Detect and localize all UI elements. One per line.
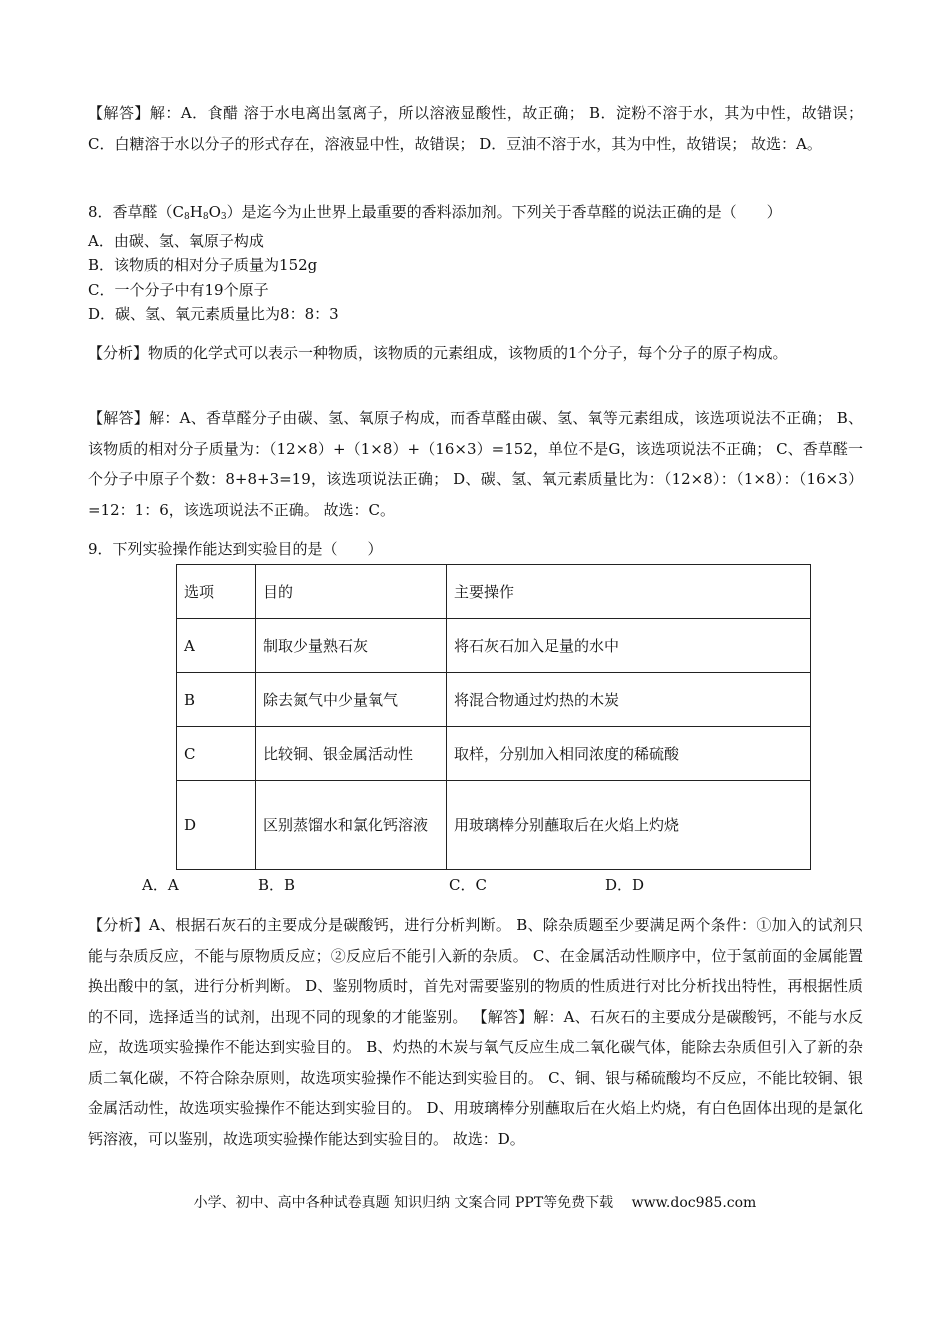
q8-stem-part: O: [208, 203, 221, 221]
table-row: [177, 727, 811, 781]
table-row: [177, 781, 811, 870]
table-cell: 比较铜、银金属活动性: [256, 727, 447, 781]
q8-stem-part: 8．香草醛（C: [88, 203, 185, 221]
table-cell: 将混合物通过灼热的木炭: [447, 673, 811, 727]
operations-table: [176, 564, 811, 870]
q8-option-d: D．碳、氢、氧元素质量比为8：8：3: [88, 305, 339, 323]
q9-stem: 9．下列实验操作能达到实验目的是（ ）: [88, 540, 383, 558]
table-header-cell: 选项: [177, 565, 256, 619]
page-footer: 小学、初中、高中各种试卷真题 知识归纳 文案合同 PPT等免费下载 www.doc985.com: [193, 1195, 757, 1211]
q8-option-b: B．该物质的相对分子质量为152g: [88, 256, 318, 274]
table-cell: D: [177, 781, 256, 870]
table-cell: 区别蒸馏水和氯化钙溶液: [256, 781, 447, 870]
table-cell: A: [177, 619, 256, 673]
q8-stem-part: ）是迄今为止世界上最重要的香料添加剂。下列关于香草醛的说法正确的是（ ）: [226, 203, 782, 221]
q8-analysis: 【分析】物质的化学式可以表示一种物质，该物质的元素组成，该物质的1个分子，每个分子的原子构成。: [88, 344, 788, 362]
table-row: [177, 619, 811, 673]
table-cell: 将石灰石加入足量的水中: [447, 619, 811, 673]
q9-analysis: 【分析】A、根据石灰石的主要成分是碳酸钙，进行分析判断。 B、除杂质题至少要满足两个条件：①加入的试剂只能与杂质反应，不能与原物质反应；②反应后不能引入新的杂质。 C、在金属活动性顺序中，位于氢前面的金属能置换出酸中的氢，进行分析判断。 D、鉴别物质时，首先对需要鉴别的物质的性质进行对比分析找出特性，再根据性质的不同，选择适当的试剂，出现不同的现象的才能鉴别。 【解答】解：A、石灰石的主要成分是碳酸钙，不能与水反应，故选项实验操作不能达到实验目的。 B、灼热的木炭与氧气反应生成二氧化碳气体，能除去杂质但引入了新的杂质二氧化碳，不符合除杂原则，故选项实验操作不能达到实验目的。 C、铜、银与稀硫酸均不反应，不能比较铜、银金属活动性，故选项实验操作不能达到实验目的。 D、用玻璃棒分别蘸取后在火焰上灼烧，有白色固体出现的是氯化钙溶液，可以鉴别，故选项实验操作能达到实验目的。 故选：D。: [88, 916, 863, 1148]
q8-answer: 【解答】解：A、香草醛分子由碳、氢、氧原子构成，而香草醛由碳、氢、氧等元素组成，该选项说法不正确； B、该物质的相对分子质量为：（12×8）+（1×8）+（16×3）=152，单位不是G，该选项说法不正确； C、香草醛一个分子中原子个数：8+8+3=19，该选项说法正确； D、碳、氢、氧元素质量比为：（12×8）：（1×8）：（16×3）=12：1：6，该选项说法不正确。 故选：C。: [88, 409, 863, 519]
q8-subscript: 3: [220, 212, 227, 222]
q8-stem-part: H: [189, 203, 203, 221]
table-cell: C: [177, 727, 256, 781]
table-header-cell: 目的: [256, 565, 447, 619]
table-cell: 制取少量熟石灰: [256, 619, 447, 673]
q8-stem: [88, 201, 782, 222]
q9-choice-b: B．B: [258, 876, 296, 894]
q7-answer: 【解答】解：A．食醋 溶于水电离出氢离子，所以溶液显酸性，故正确； B．淀粉不溶于水，其为中性，故错误； C．白糖溶于水以分子的形式存在，溶液显中性，故错误； D．豆油不溶于水，其为中性，故错误； 故选：A。: [88, 104, 863, 153]
q8-subscript: 8: [202, 212, 209, 222]
table-header-row: [177, 565, 811, 619]
table-header-cell: 主要操作: [447, 565, 811, 619]
q8-option-a: A．由碳、氢、氧原子构成: [88, 232, 264, 250]
q9-choice-c: C．C: [449, 876, 487, 894]
q8-option-c: C．一个分子中有19个原子: [88, 281, 269, 299]
q8-subscript: 8: [184, 212, 190, 222]
table-cell: 用玻璃棒分别蘸取后在火焰上灼烧: [447, 781, 811, 870]
q9-choice-d: D．D: [605, 876, 645, 894]
table-cell: B: [177, 673, 256, 727]
q9-choice-a: A．A: [142, 876, 179, 894]
table-row: [177, 673, 811, 727]
table-cell: 取样，分别加入相同浓度的稀硫酸: [447, 727, 811, 781]
table-cell: 除去氮气中少量氧气: [256, 673, 447, 727]
